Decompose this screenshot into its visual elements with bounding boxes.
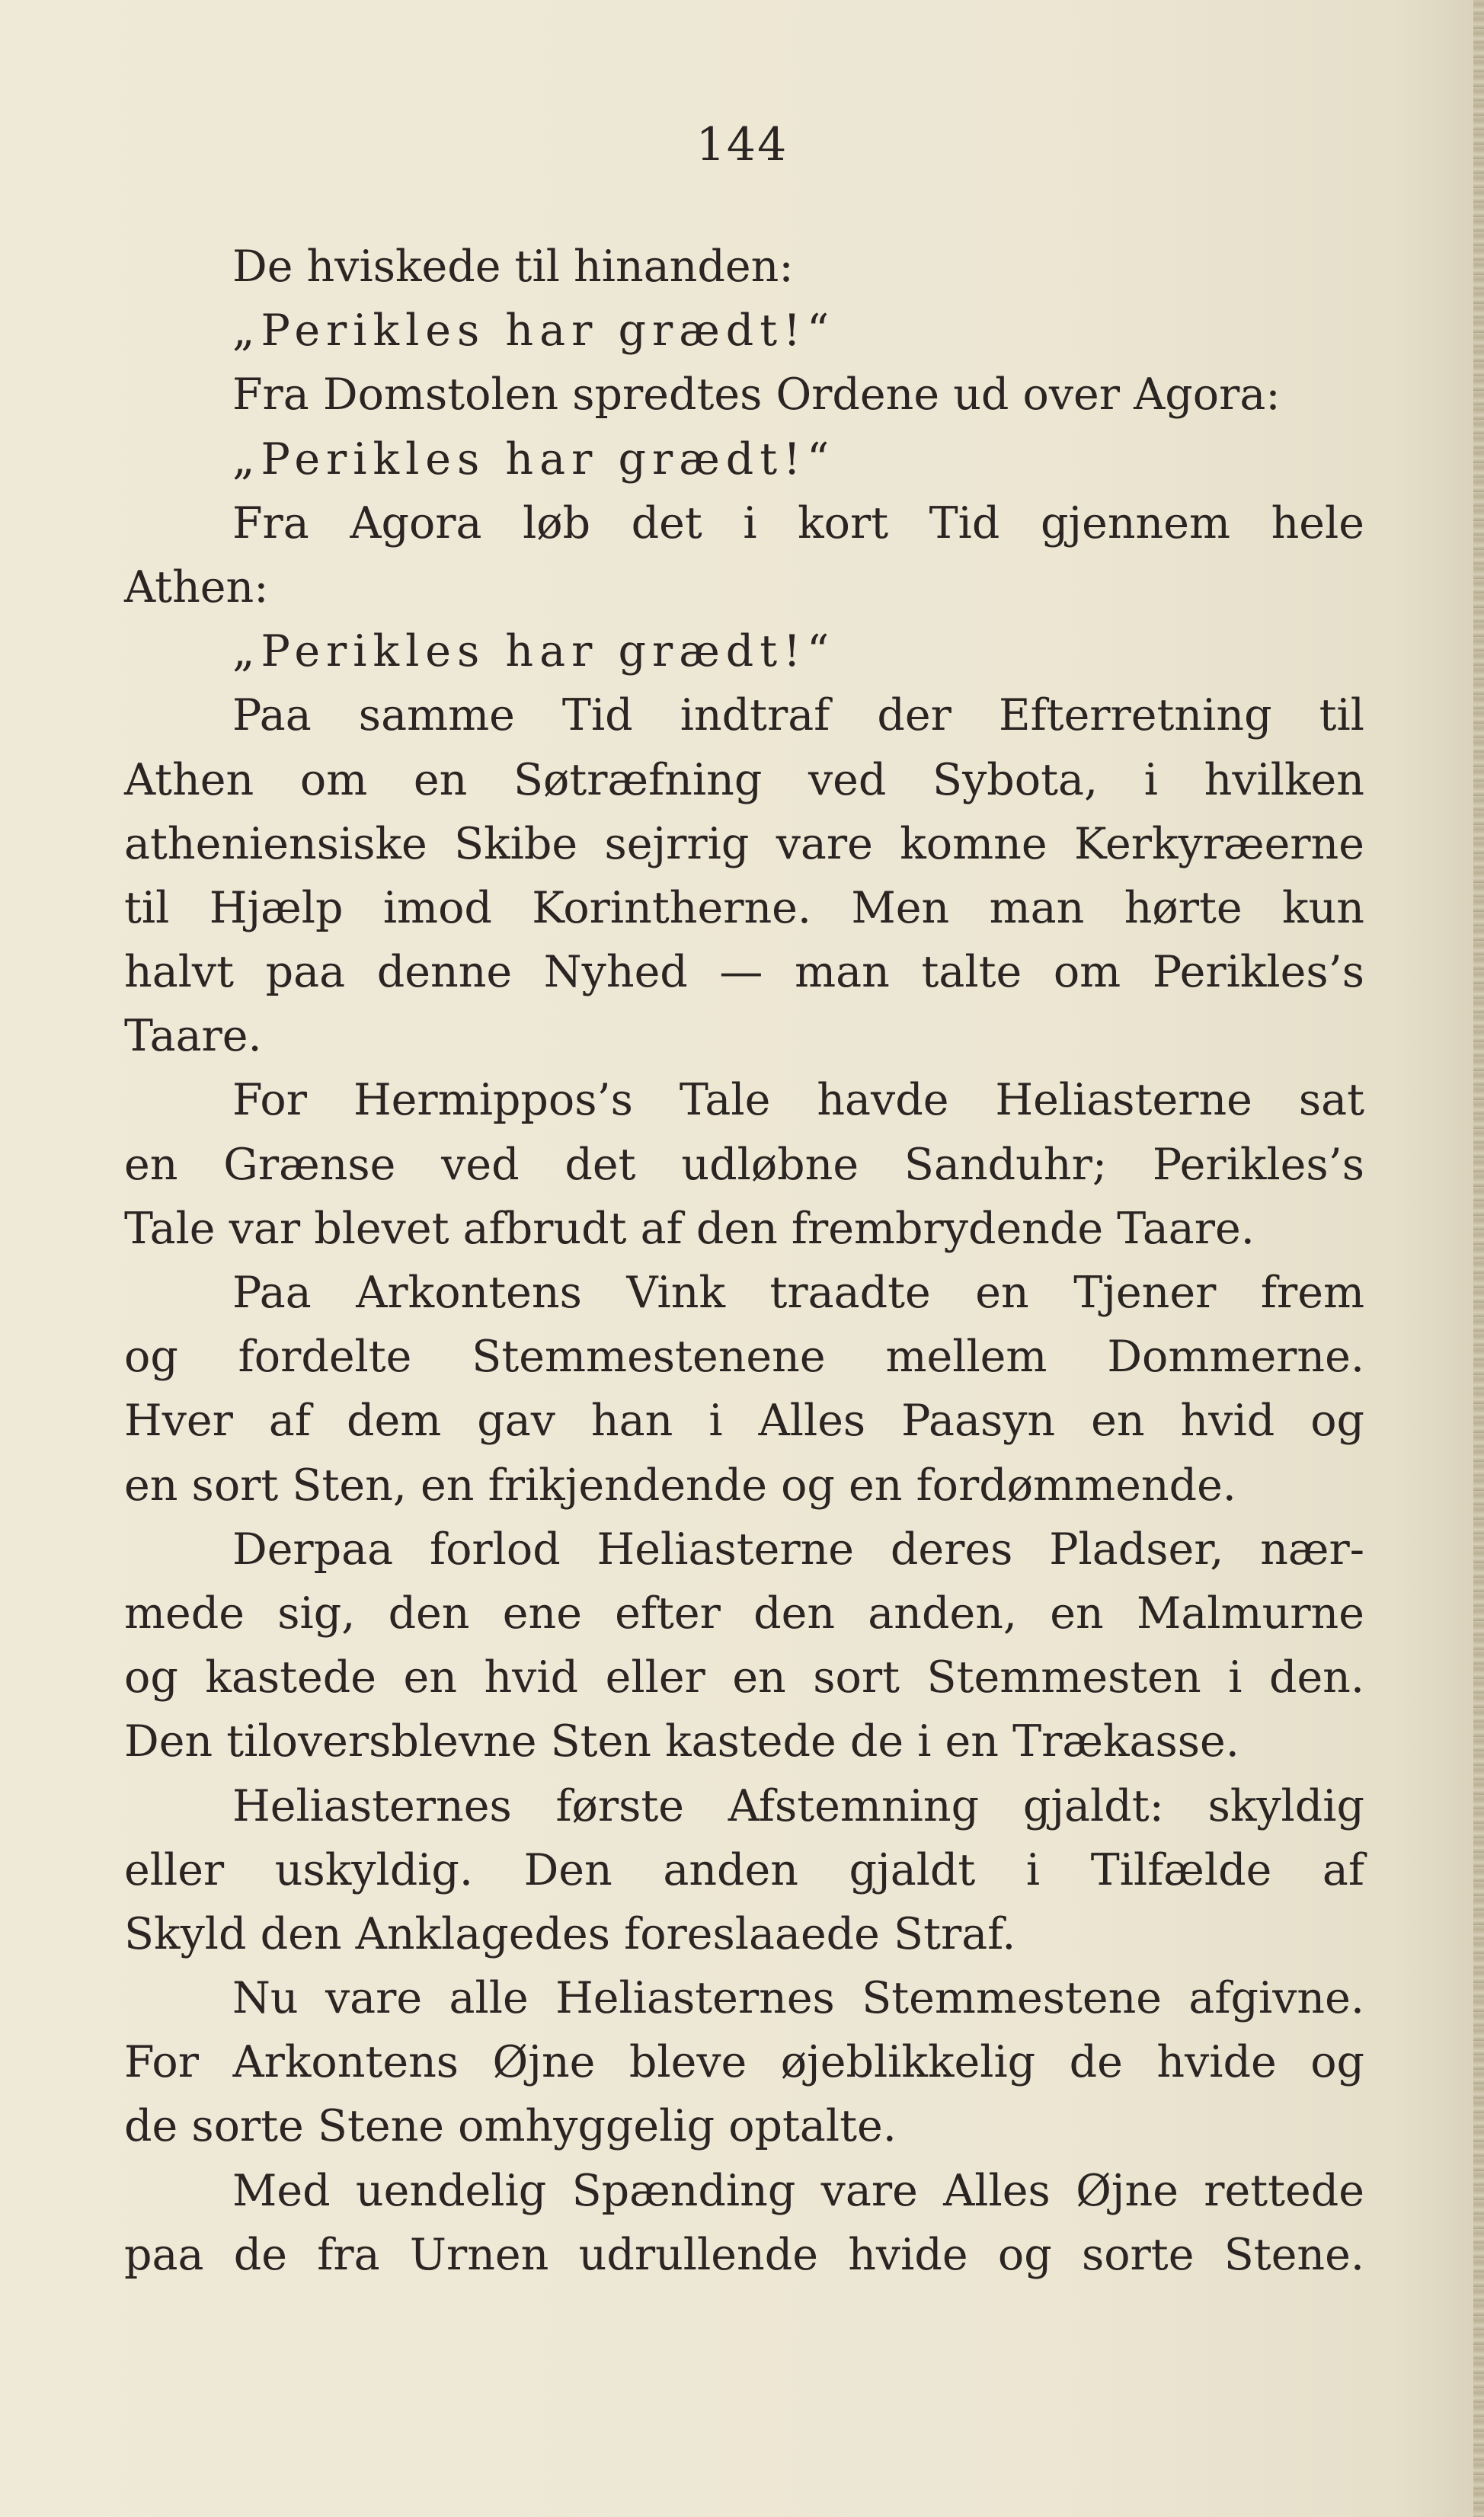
text-line: Paa Arkontens Vink traadte en Tjener frem — [232, 1268, 1364, 1318]
text-line: Heliasternes første Afstemning gjaldt: skyldig — [232, 1780, 1364, 1831]
text-line: Hver af dem gav han i Alles Paasyn en hvid og — [124, 1396, 1364, 1447]
text-line: Taare. — [124, 1011, 262, 1062]
text-line: eller uskyldig. Den anden gjaldt i Tilfælde af — [124, 1844, 1364, 1895]
text-line: De hviskede til hinanden: — [232, 241, 794, 292]
text-line: „Perikles har grædt!“ — [232, 626, 836, 677]
text-line: Nu vare alle Heliasternes Stemmestene afgivne. — [232, 1973, 1364, 2024]
text-line: de sorte Stene omhyggelig optalte. — [124, 2101, 897, 2152]
text-line: For Hermippos’s Tale havde Heliasterne sat — [232, 1075, 1364, 1126]
text-line: Athen om en Søtræfning ved Sybota, i hvilken — [124, 754, 1364, 805]
text-line: mede sig, den ene efter den anden, en Malmurne — [124, 1588, 1364, 1639]
text-line: en Grænse ved det udløbne Sanduhr; Perikles’s — [124, 1139, 1364, 1190]
text-line: Fra Agora løb det i kort Tid gjennem hele — [232, 497, 1364, 548]
page-edge — [1473, 0, 1484, 2517]
body-text — [124, 235, 1364, 2287]
text-line: halvt paa denne Nyhed — man talte om Perikles’s — [124, 947, 1364, 998]
text-line: paa de fra Urnen udrullende hvide og sorte Stene. — [124, 2229, 1364, 2280]
text-line: og kastede en hvid eller en sort Stemmesten i den. — [124, 1652, 1364, 1703]
text-line: Fra Domstolen spredtes Ordene ud over Agora: — [232, 369, 1281, 421]
text-line: Derpaa forlod Heliasterne deres Pladser, nær- — [232, 1524, 1364, 1575]
text-line: til Hjælp imod Korintherne. Men man hørte kun — [124, 882, 1364, 933]
text-line: en sort Sten, en frikjendende og en fordømmende. — [124, 1460, 1236, 1511]
text-line: atheniensiske Skibe sejrrig vare komne Kerkyræerne — [124, 818, 1364, 869]
text-line: „Perikles har grædt!“ — [232, 305, 836, 357]
text-line: Skyld den Anklagedes foreslaaede Straf. — [124, 1908, 1016, 1959]
text-line: og fordelte Stemmestenene mellem Dommerne. — [124, 1332, 1364, 1383]
text-line: Paa samme Tid indtraf der Efterretning til — [232, 690, 1364, 741]
text-line: Athen: — [124, 561, 269, 612]
text-line: „Perikles har grædt!“ — [232, 433, 836, 485]
page-number: 144 — [696, 118, 788, 171]
text-line: Med uendelig Spænding vare Alles Øjne rettede — [232, 2165, 1364, 2216]
text-line: For Arkontens Øjne bleve øjeblikkelig de hvide og — [124, 2037, 1364, 2088]
text-line: Den tiloversblevne Sten kastede de i en Trækasse. — [124, 1716, 1239, 1767]
text-line: Tale var blevet afbrudt af den frembrydende Taare. — [124, 1203, 1255, 1254]
